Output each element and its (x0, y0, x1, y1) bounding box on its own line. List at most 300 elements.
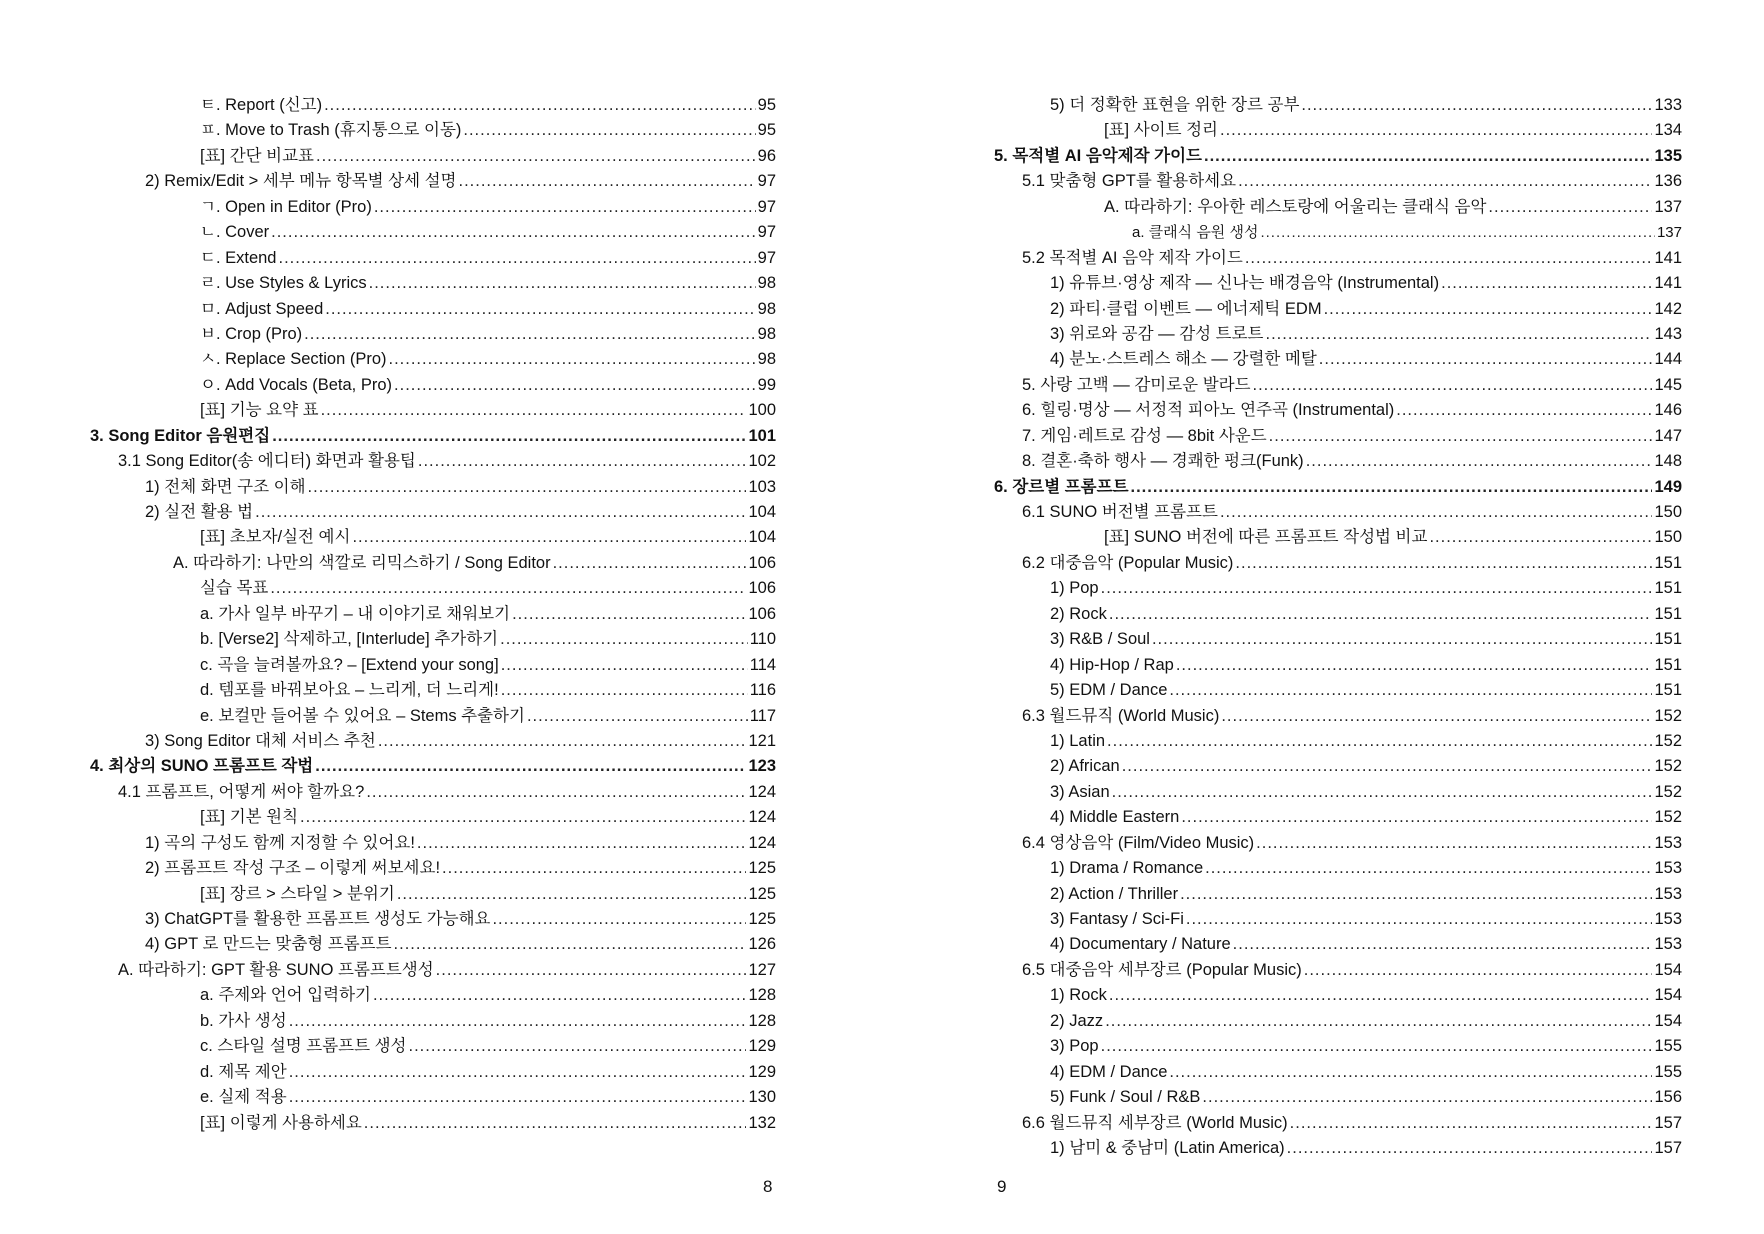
toc-entry (0, 856, 776, 881)
toc-entry (0, 958, 776, 983)
toc-entry-page: 145 (1654, 375, 1682, 394)
toc-entry-page: 126 (748, 935, 776, 954)
toc-entry-title: 1) 남미 & 중남미 (Latin America) (1050, 1138, 1285, 1157)
toc-entry-page: 117 (749, 706, 776, 725)
toc-entry (0, 449, 776, 474)
toc-leader-dots (1131, 475, 1653, 500)
toc-leader-dots (1205, 856, 1652, 881)
toc-entry-title: 3) Pop (1050, 1037, 1099, 1056)
toc-leader-dots (352, 525, 746, 550)
toc-entry (0, 653, 776, 678)
toc-entry (0, 424, 776, 449)
toc-entry (0, 983, 776, 1008)
toc-entry-page: 98 (757, 274, 776, 293)
toc-entry-title: 1) Latin (1050, 731, 1106, 750)
toc-entry-title: 5.2 목적별 AI 음악 제작 가이드 (1022, 248, 1243, 267)
toc-entry-title: ㅍ. Move to Trash (휴지통으로 이동) (200, 121, 462, 140)
toc-entry-title: 3) Asian (1050, 782, 1110, 801)
toc-entry-title: 4) Middle Eastern (1050, 808, 1180, 827)
toc-entry-page: 151 (1654, 630, 1682, 649)
toc-leader-dots (364, 1111, 747, 1136)
toc-entry (0, 169, 776, 194)
toc-leader-dots (463, 118, 755, 143)
toc-entry-title: 6. 장르별 프롬프트 (994, 477, 1129, 496)
toc-entry-title: 6.6 월드뮤직 세부장르 (World Music) (1022, 1113, 1288, 1132)
toc-entry-title: 2) African (1050, 757, 1120, 776)
toc-entry-page: 154 (1654, 1011, 1682, 1030)
toc-leader-dots (409, 1034, 747, 1059)
toc-leader-dots (417, 831, 747, 856)
toc-leader-dots (289, 1009, 747, 1034)
toc-entry-page: 103 (748, 477, 776, 496)
toc-entry-page: 125 (748, 884, 776, 903)
toc-entry-title: [표] SUNO 버전에 따른 프롬프트 작성법 비교 (1104, 528, 1428, 547)
toc-entry-title: 5) Funk / Soul / R&B (1050, 1088, 1201, 1107)
toc-entry-page: 104 (748, 503, 776, 521)
toc-leader-dots (1304, 958, 1653, 983)
toc-entry (882, 780, 1682, 805)
toc-entry-page: 152 (1654, 808, 1682, 827)
toc-entry-page: 156 (1654, 1088, 1682, 1107)
toc-leader-dots (492, 907, 746, 932)
toc-entry-page: 137 (1654, 197, 1682, 216)
toc-leader-dots (321, 398, 747, 423)
toc-entry-title: 3) Song Editor 대체 서비스 추천 (145, 731, 376, 750)
toc-entry-title: 5) EDM / Dance (1050, 681, 1168, 700)
toc-entry (882, 1060, 1682, 1085)
toc-entry (0, 398, 776, 423)
toc-entry-page: 151 (1654, 655, 1682, 674)
toc-entry-title: 8. 결혼·축하 행사 — 경쾌한 펑크(Funk) (1022, 452, 1304, 471)
toc-leader-dots (1181, 805, 1652, 830)
toc-entry (0, 118, 776, 143)
toc-entry-page: 147 (1654, 426, 1682, 445)
toc-leader-dots (272, 424, 746, 449)
toc-entry-page: 150 (1654, 503, 1682, 521)
toc-leader-dots (1306, 449, 1653, 474)
toc-entry (0, 297, 776, 322)
toc-entry (882, 475, 1682, 500)
toc-leader-dots (394, 373, 756, 398)
toc-entry-page: 153 (1654, 859, 1682, 878)
toc-entry-title: 5. 사랑 고백 — 감미로운 발라드 (1022, 375, 1251, 394)
toc-entry (882, 882, 1682, 907)
toc-entry-page: 154 (1654, 960, 1682, 979)
toc-entry (0, 704, 776, 729)
toc-entry-page: 132 (748, 1113, 776, 1132)
toc-leader-dots (501, 653, 748, 678)
toc-entry-page: 106 (748, 579, 776, 598)
toc-leader-dots (316, 144, 756, 169)
toc-entry-title: ㄴ. Cover (200, 223, 270, 242)
toc-entry-title: 3. Song Editor 음원편집 (90, 426, 271, 445)
toc-leader-dots (1101, 576, 1653, 601)
toc-entry-title: A. 따라하기: GPT 활용 SUNO 프롬프트생성 (118, 960, 434, 979)
toc-entry-page: 121 (748, 731, 776, 750)
toc-entry-title: 1) 곡의 구성도 함께 지정할 수 있어요! (145, 833, 415, 852)
toc-entry (882, 932, 1682, 957)
toc-entry-title: 4.1 프롬프트, 어떻게 써야 할까요? (118, 782, 365, 801)
toc-entry (882, 169, 1682, 194)
toc-entry-title: [표] 장르 > 스타일 > 분위기 (200, 884, 395, 903)
toc-entry (882, 1111, 1682, 1136)
toc-entry-title: ㅂ. Crop (Pro) (200, 324, 303, 343)
toc-entry-title: a. 클래식 음원 생성 (1132, 224, 1259, 242)
toc-entry (882, 1136, 1682, 1161)
toc-entry-page: 142 (1654, 299, 1682, 318)
toc-entry (0, 347, 776, 372)
toc-entry (882, 118, 1682, 143)
toc-entry-page: 152 (1654, 731, 1682, 750)
toc-entry-title: e. 보컬만 들어볼 수 있어요 – Stems 추출하기 (200, 706, 525, 725)
toc-entry-title: [표] 초보자/실전 예시 (200, 528, 351, 547)
toc-entry (0, 729, 776, 754)
toc-leader-dots (1396, 398, 1652, 423)
toc-entry-page: 151 (1654, 604, 1682, 623)
toc-entry (0, 805, 776, 830)
toc-leader-dots (1107, 729, 1652, 754)
toc-leader-dots (1429, 525, 1652, 550)
toc-leader-dots (304, 322, 756, 347)
toc-leader-dots (1319, 347, 1653, 372)
toc-entry (882, 195, 1682, 220)
toc-entry-page: 124 (748, 833, 776, 852)
toc-entry (0, 551, 776, 576)
toc-leader-dots (1220, 500, 1653, 525)
toc-entry (882, 653, 1682, 678)
toc-entry-page: 128 (748, 986, 776, 1005)
toc-entry (0, 220, 776, 245)
toc-entry-page: 157 (1654, 1138, 1682, 1157)
toc-entry-title: c. 곡을 늘려볼까요? – [Extend your song] (200, 655, 499, 674)
toc-entry-page: 99 (757, 375, 776, 394)
toc-leader-dots (1488, 195, 1652, 220)
toc-entry (882, 678, 1682, 703)
toc-entry-page: 155 (1654, 1062, 1682, 1081)
toc-leader-dots (1301, 93, 1652, 118)
toc-leader-dots (374, 195, 756, 220)
toc-entry-title: ㄷ. Extend (200, 248, 277, 267)
toc-entry-title: A. 따라하기: 나만의 색깔로 리믹스하기 / Song Editor (173, 553, 551, 572)
toc-entry-page: 125 (748, 859, 776, 878)
toc-entry (882, 322, 1682, 347)
toc-leader-dots (1290, 1111, 1653, 1136)
toc-entry (882, 373, 1682, 398)
toc-entry-title: 2) Action / Thriller (1050, 884, 1179, 903)
toc-entry (0, 93, 776, 118)
toc-entry-title: [표] 기본 원칙 (200, 808, 299, 827)
toc-entry (882, 246, 1682, 271)
toc-leader-dots (325, 297, 755, 322)
toc-entry (882, 144, 1682, 169)
toc-leader-dots (459, 169, 756, 194)
toc-entry (0, 576, 776, 601)
toc-leader-dots (1186, 907, 1653, 932)
toc-entry (0, 602, 776, 627)
toc-entry-page: 128 (748, 1011, 776, 1030)
toc-entry (882, 576, 1682, 601)
toc-leader-dots (1287, 1136, 1653, 1161)
toc-entry (0, 932, 776, 957)
toc-leader-dots (324, 93, 756, 118)
toc-entry-page: 130 (748, 1088, 776, 1107)
toc-leader-dots (1256, 831, 1652, 856)
toc-entry-title: ㅁ. Adjust Speed (200, 299, 324, 318)
toc-entry-page: 148 (1654, 452, 1682, 471)
toc-entry-title: 3) Fantasy / Sci-Fi (1050, 910, 1184, 928)
toc-entry-page: 96 (757, 146, 776, 165)
toc-leader-dots (1152, 627, 1653, 652)
toc-entry-title: 2) 실전 활용 법 (145, 503, 254, 521)
toc-entry (0, 322, 776, 347)
toc-entry (882, 271, 1682, 296)
toc-entry-page: 102 (748, 452, 776, 471)
toc-leader-dots (501, 678, 748, 703)
toc-entry-title: [표] 기능 요약 표 (200, 401, 319, 420)
toc-entry-page: 157 (1654, 1113, 1682, 1132)
toc-entry (882, 1085, 1682, 1110)
toc-entry-page: 104 (748, 528, 776, 547)
toc-entry (0, 1085, 776, 1110)
toc-entry (882, 754, 1682, 779)
toc-entry (882, 831, 1682, 856)
toc-leader-dots (1233, 932, 1653, 957)
toc-entry-page: 125 (748, 910, 776, 928)
toc-leader-dots (394, 932, 747, 957)
toc-entry-page: 129 (748, 1062, 776, 1081)
toc-entry-title: 6.2 대중음악 (Popular Music) (1022, 553, 1234, 572)
toc-entry-page: 133 (1654, 96, 1682, 114)
toc-leader-dots (500, 627, 748, 652)
toc-entry-title: 5. 목적별 AI 음악제작 가이드 (994, 146, 1202, 165)
toc-entry (882, 347, 1682, 372)
toc-leader-dots (1122, 754, 1653, 779)
toc-entry-title: 1) Pop (1050, 579, 1099, 598)
toc-entry-title: ㅇ. Add Vocals (Beta, Pro) (200, 375, 393, 394)
toc-entry-page: 153 (1654, 833, 1682, 852)
toc-entry-title: [표] 사이트 정리 (1104, 121, 1218, 140)
toc-entry-title: 3) ChatGPT를 활용한 프롬프트 생성도 가능해요 (145, 910, 491, 928)
toc-entry-title: 6.1 SUNO 버전별 프롬프트 (1022, 503, 1218, 521)
toc-entry-title: a. 가사 일부 바꾸기 – 내 이야기로 채워보기 (200, 604, 511, 623)
toc-leader-dots (289, 1085, 747, 1110)
toc-entry-page: 101 (748, 426, 776, 445)
toc-entry-page: 129 (748, 1037, 776, 1056)
toc-entry-title: 1) 전체 화면 구조 이해 (145, 477, 306, 496)
toc-leader-dots (527, 704, 748, 729)
toc-entry-page: 98 (757, 299, 776, 318)
toc-leader-dots (1109, 602, 1653, 627)
toc-entry (0, 627, 776, 652)
toc-leader-dots (1169, 678, 1652, 703)
toc-entry (0, 831, 776, 856)
toc-entry-page: 95 (757, 96, 776, 114)
toc-entry-page: 106 (748, 604, 776, 623)
toc-entry (882, 1034, 1682, 1059)
toc-entry (882, 627, 1682, 652)
toc-leader-dots (442, 856, 746, 881)
toc-leader-dots (1245, 246, 1653, 271)
toc-entry-page: 100 (748, 401, 776, 420)
toc-entry-page: 124 (748, 808, 776, 827)
toc-leader-dots (389, 347, 756, 372)
toc-leader-dots (1176, 653, 1653, 678)
toc-entry-title: 4) Documentary / Nature (1050, 935, 1231, 954)
toc-entry (882, 93, 1682, 118)
toc-entry (882, 983, 1682, 1008)
toc-entry-title: 3.1 Song Editor(송 에디터) 화면과 활용팁 (118, 452, 416, 471)
toc-entry-title: e. 실제 적용 (200, 1088, 287, 1107)
toc-leader-dots (278, 246, 755, 271)
toc-entry-title: 실습 목표 (200, 579, 269, 598)
right-toc-list (882, 93, 1682, 1161)
toc-entry (882, 424, 1682, 449)
right-page-number: 9 (997, 1177, 1007, 1196)
toc-leader-dots (1220, 118, 1652, 143)
toc-entry-title: 4) Hip-Hop / Rap (1050, 655, 1174, 674)
toc-entry-title: 6.5 대중음악 세부장르 (Popular Music) (1022, 960, 1302, 979)
toc-entry-title: ㄹ. Use Styles & Lyrics (200, 274, 367, 293)
toc-entry-page: 98 (757, 324, 776, 343)
toc-entry (882, 220, 1682, 245)
toc-entry-title: d. 템포를 바꿔보아요 – 느리게, 더 느리게! (200, 681, 499, 700)
toc-leader-dots (255, 500, 746, 525)
toc-entry (0, 1034, 776, 1059)
toc-entry-title: 6.4 영상음악 (Film/Video Music) (1022, 833, 1255, 852)
toc-leader-dots (300, 805, 746, 830)
toc-entry-page: 153 (1654, 935, 1682, 954)
toc-entry-page: 114 (749, 655, 776, 674)
toc-entry (882, 525, 1682, 550)
toc-entry (0, 246, 776, 271)
toc-entry (0, 1111, 776, 1136)
toc-entry-title: d. 제목 제안 (200, 1062, 287, 1081)
toc-entry-page: 152 (1654, 757, 1682, 776)
toc-entry-title: b. 가사 생성 (200, 1011, 287, 1030)
toc-entry (882, 805, 1682, 830)
toc-leader-dots (1180, 882, 1652, 907)
toc-leader-dots (308, 475, 747, 500)
toc-entry (0, 525, 776, 550)
toc-entry (0, 907, 776, 932)
toc-entry-title: 2) 파티·클럽 이벤트 — 에너제틱 EDM (1050, 299, 1322, 318)
toc-entry-page: 152 (1654, 706, 1682, 725)
toc-entry-title: 1) Rock (1050, 986, 1107, 1005)
toc-leader-dots (1441, 271, 1652, 296)
toc-entry-title: 2) Jazz (1050, 1011, 1104, 1030)
toc-entry-page: 141 (1654, 248, 1682, 267)
toc-leader-dots (1253, 373, 1653, 398)
toc-entry (882, 856, 1682, 881)
toc-entry-page: 137 (1656, 224, 1682, 242)
toc-leader-dots (1235, 551, 1652, 576)
toc-leader-dots (1221, 704, 1652, 729)
toc-leader-dots (1204, 144, 1652, 169)
toc-entry (0, 754, 776, 779)
toc-entry-title: A. 따라하기: 우아한 레스토랑에 어울리는 클래식 음악 (1104, 197, 1487, 216)
toc-entry (0, 475, 776, 500)
toc-entry-title: 5.1 맞춤형 GPT를 활용하세요 (1022, 172, 1237, 191)
toc-entry-title: ㅅ. Replace Section (Pro) (200, 350, 387, 369)
toc-entry-title: b. [Verse2] 삭제하고, [Interlude] 추가하기 (200, 630, 499, 649)
toc-entry-title: 4) EDM / Dance (1050, 1062, 1168, 1081)
toc-leader-dots (397, 882, 747, 907)
toc-leader-dots (369, 271, 756, 296)
toc-entry (0, 271, 776, 296)
toc-entry (0, 1009, 776, 1034)
toc-leader-dots (436, 958, 747, 983)
toc-entry (0, 500, 776, 525)
toc-leader-dots (1105, 1009, 1652, 1034)
toc-entry-page: 97 (757, 248, 776, 267)
toc-entry-page: 151 (1654, 681, 1682, 700)
toc-leader-dots (378, 729, 747, 754)
toc-entry-page: 146 (1654, 401, 1682, 420)
toc-entry-page: 141 (1654, 274, 1682, 293)
toc-leader-dots (1269, 424, 1653, 449)
toc-entry-title: ㄱ. Open in Editor (Pro) (200, 197, 372, 216)
toc-entry-title: 5) 더 정확한 표현을 위한 장르 공부 (1050, 96, 1300, 114)
right-page (882, 0, 1764, 1234)
toc-entry-page: 95 (757, 121, 776, 140)
toc-entry-title: 4) GPT 로 만드는 맞춤형 프롬프트 (145, 935, 392, 954)
toc-entry (0, 1060, 776, 1085)
toc-leader-dots (553, 551, 747, 576)
toc-entry-page: 149 (1654, 477, 1682, 496)
toc-entry (882, 704, 1682, 729)
toc-leader-dots (1202, 1085, 1652, 1110)
toc-leader-dots (270, 576, 746, 601)
toc-entry-title: 2) Rock (1050, 604, 1107, 623)
toc-leader-dots (315, 754, 746, 779)
toc-leader-dots (289, 1060, 747, 1085)
toc-entry-page: 124 (748, 782, 776, 801)
toc-entry-title: 1) 유튜브·영상 제작 — 신나는 배경음악 (Instrumental) (1050, 274, 1440, 293)
toc-entry (882, 1009, 1682, 1034)
toc-leader-dots (1260, 220, 1655, 245)
toc-entry-page: 127 (748, 960, 776, 979)
toc-entry-page: 123 (748, 757, 776, 776)
toc-entry-page: 116 (749, 681, 776, 700)
toc-entry-page: 154 (1654, 986, 1682, 1005)
toc-entry-page: 106 (748, 553, 776, 572)
toc-entry (882, 907, 1682, 932)
toc-entry-page: 97 (757, 172, 776, 191)
toc-entry-title: c. 스타일 설명 프롬프트 생성 (200, 1037, 407, 1056)
toc-leader-dots (1324, 297, 1653, 322)
toc-entry (882, 500, 1682, 525)
toc-entry-title: 2) Remix/Edit > 세부 메뉴 항목별 상세 설명 (145, 172, 457, 191)
toc-entry-page: 110 (749, 630, 776, 649)
toc-entry (882, 398, 1682, 423)
toc-entry (882, 602, 1682, 627)
toc-entry-page: 151 (1654, 553, 1682, 572)
toc-leader-dots (1265, 322, 1652, 347)
toc-entry-page: 150 (1654, 528, 1682, 547)
toc-leader-dots (1109, 983, 1653, 1008)
toc-entry-title: 4) 분노·스트레스 해소 — 강렬한 메탈 (1050, 350, 1317, 369)
toc-entry-title: 3) R&B / Soul (1050, 630, 1150, 649)
toc-entry (882, 729, 1682, 754)
toc-entry (882, 958, 1682, 983)
toc-leader-dots (366, 780, 746, 805)
toc-entry (0, 144, 776, 169)
toc-entry-title: 7. 게임·레트로 감성 — 8bit 사운드 (1022, 426, 1267, 445)
toc-entry (0, 195, 776, 220)
toc-entry-title: 2) 프롬프트 작성 구조 – 이렇게 써보세요! (145, 859, 441, 878)
toc-leader-dots (1238, 169, 1652, 194)
toc-entry-page: 143 (1654, 324, 1682, 343)
